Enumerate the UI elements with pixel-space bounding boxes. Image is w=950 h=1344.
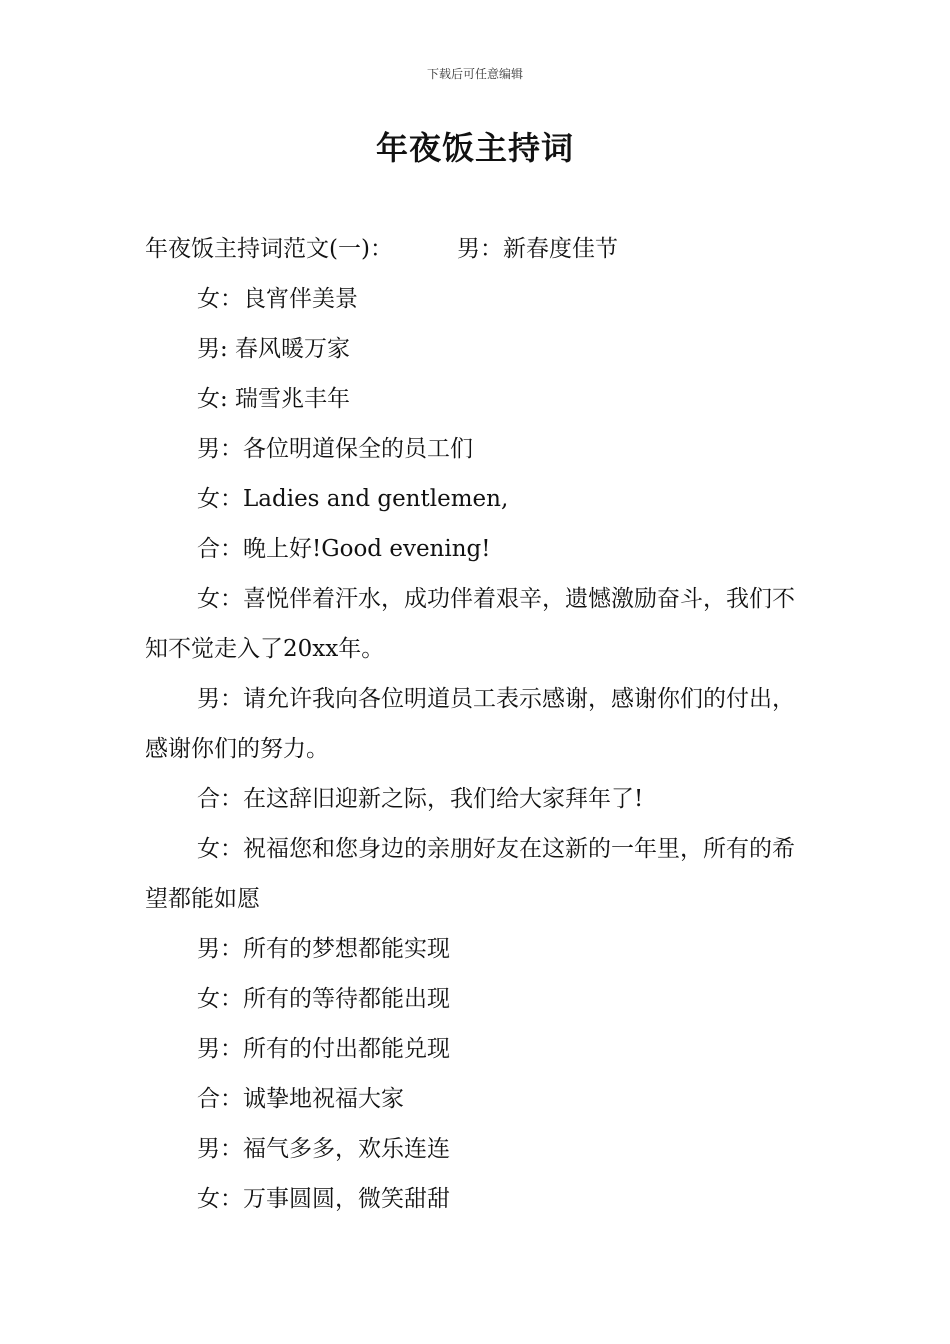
dialogue-line: 男：各位明道保全的员工们 [197, 436, 473, 462]
dialogue-line: 合：晚上好!Good evening! [197, 536, 491, 562]
dialogue-line: 女：所有的等待都能出现 [197, 986, 450, 1012]
opening-line: 男：新春度佳节 [456, 236, 618, 262]
dialogue-line: 合：诚挚地祝福大家 [197, 1086, 404, 1112]
sample-heading: 年夜饭主持词范文(一)： [145, 236, 393, 262]
dialogue-paragraph: 女：喜悦伴着汗水，成功伴着艰辛，遗憾激励奋斗，我们不知不觉走入了20xx年。 [145, 586, 795, 662]
dialogue-line: 男：所有的付出都能兑现 [197, 1036, 450, 1062]
dialogue-line: 女：良宵伴美景 [197, 286, 358, 312]
intro-line [145, 224, 810, 274]
dialogue-line: 男：福气多多，欢乐连连 [197, 1136, 450, 1162]
document-body [145, 224, 810, 1224]
dialogue-line: 女: 瑞雪兆丰年 [197, 386, 351, 412]
document-title: 年夜饭主持词 [375, 129, 574, 167]
header-note: 下载后可任意编辑 [426, 67, 523, 81]
dialogue-line: 女：万事圆圆，微笑甜甜 [197, 1186, 450, 1212]
dialogue-paragraph: 男：请允许我向各位明道员工表示感谢，感谢你们的付出，感谢你们的努力。 [145, 686, 795, 762]
dialogue-line: 合：在这辞旧迎新之际，我们给大家拜年了! [197, 786, 644, 812]
dialogue-paragraph: 女：祝福您和您身边的亲朋好友在这新的一年里，所有的希望都能如愿 [145, 836, 795, 912]
dialogue-line: 男: 春风暖万家 [197, 336, 351, 362]
dialogue-line: 女：Ladies and gentlemen, [197, 486, 509, 512]
dialogue-line: 男：所有的梦想都能实现 [197, 936, 450, 962]
